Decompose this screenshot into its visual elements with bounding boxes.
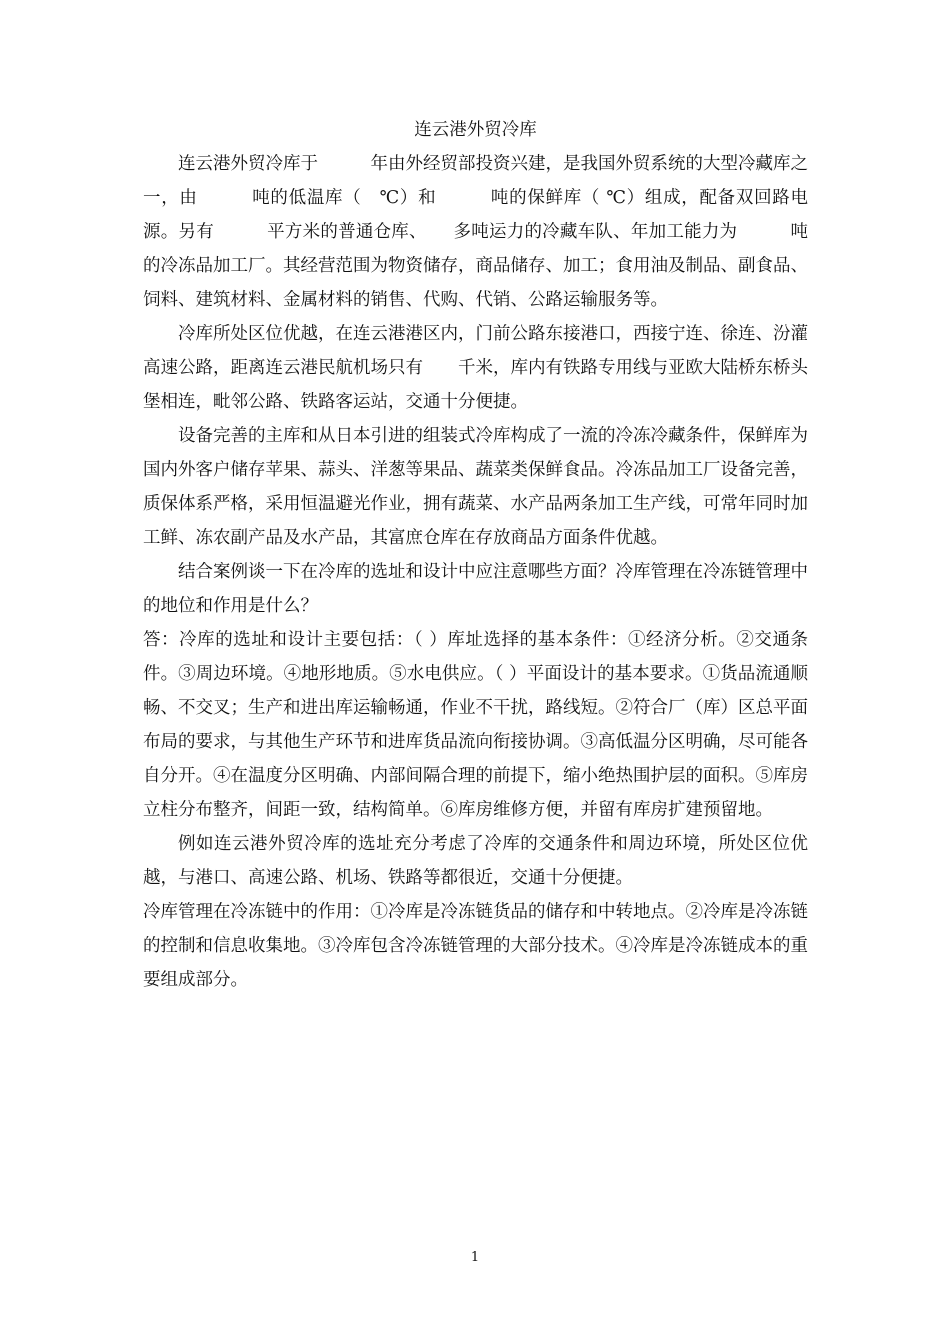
paragraph-location: 冷库所处区位优越，在连云港港区内，门前公路东接港口，西接宁连、徐连、汾灌高速公路，距离连云港民航机场只有 千米，库内有铁路专用线与亚欧大陆桥东桥头堡相连，毗邻公路、铁路客运站，交通十分便捷。 xyxy=(143,324,808,412)
paragraph-facilities: 设备完善的主库和从日本引进的组装式冷库构成了一流的冷冻冷藏条件，保鲜库为国内外客户储存苹果、蒜头、洋葱等果品、蔬菜类保鲜食品。冷冻品加工厂设备完善，质保体系严格，采用恒温避光作业，拥有蔬菜、水产品两条加工生产线，可常年同时加工鲜、冻农副产品及水产品，其富庶仓库在存放商品方面条件优越。 xyxy=(143,426,808,548)
paragraph-question: 结合案例谈一下在冷库的选址和设计中应注意哪些方面？冷库管理在冷冻链管理中的地位和作用是什么？ xyxy=(143,562,808,616)
paragraph-intro: 连云港外贸冷库于 年由外经贸部投资兴建，是我国外贸系统的大型冷藏库之一，由 吨的低温库（ ℃）和 吨的保鲜库（ ℃）组成，配备双回路电源。另有 平方米的普通仓库、 多吨运力的冷藏车队、年加工能力为 吨的冷冻品加工厂。其经营范围为物资储存，商品储存、加工；食用油及制品、副食品、饲料、建筑材料、金属材料的销售、代购、代销、公路运输服务等。 xyxy=(143,154,808,310)
page-number: 1 xyxy=(470,1250,480,1265)
paragraph-answer: 答：冷库的选址和设计主要包括：（ ）库址选择的基本条件：①经济分析。②交通条件。③周边环境。④地形地质。⑤水电供应。（ ）平面设计的基本要求。①货品流通顺畅、不交叉；生产和进出库运输畅通，作业不干扰，路线短。②符合厂（库）区总平面布局的要求，与其他生产环节和进库货品流向衔接协调。③高低温分区明确，尽可能各自分开。④在温度分区明确、内部间隔合理的前提下，缩小绝热围护层的面积。⑤库房立柱分布整齐，间距一致，结构简单。⑥库房维修方便，并留有库房扩建预留地。 xyxy=(143,630,808,820)
paragraph-example: 例如连云港外贸冷库的选址充分考虑了冷库的交通条件和周边环境，所处区位优越，与港口、高速公路、机场、铁路等都很近，交通十分便捷。 xyxy=(143,834,808,888)
document-body xyxy=(143,113,808,997)
document-title: 连云港外贸冷库 xyxy=(414,120,537,140)
paragraph-role: 冷库管理在冷冻链中的作用：①冷库是冷冻链货品的储存和中转地点。②冷库是冷冻链的控制和信息收集地。③冷库包含冷冻链管理的大部分技术。④冷库是冷冻链成本的重要组成部分。 xyxy=(143,902,808,990)
